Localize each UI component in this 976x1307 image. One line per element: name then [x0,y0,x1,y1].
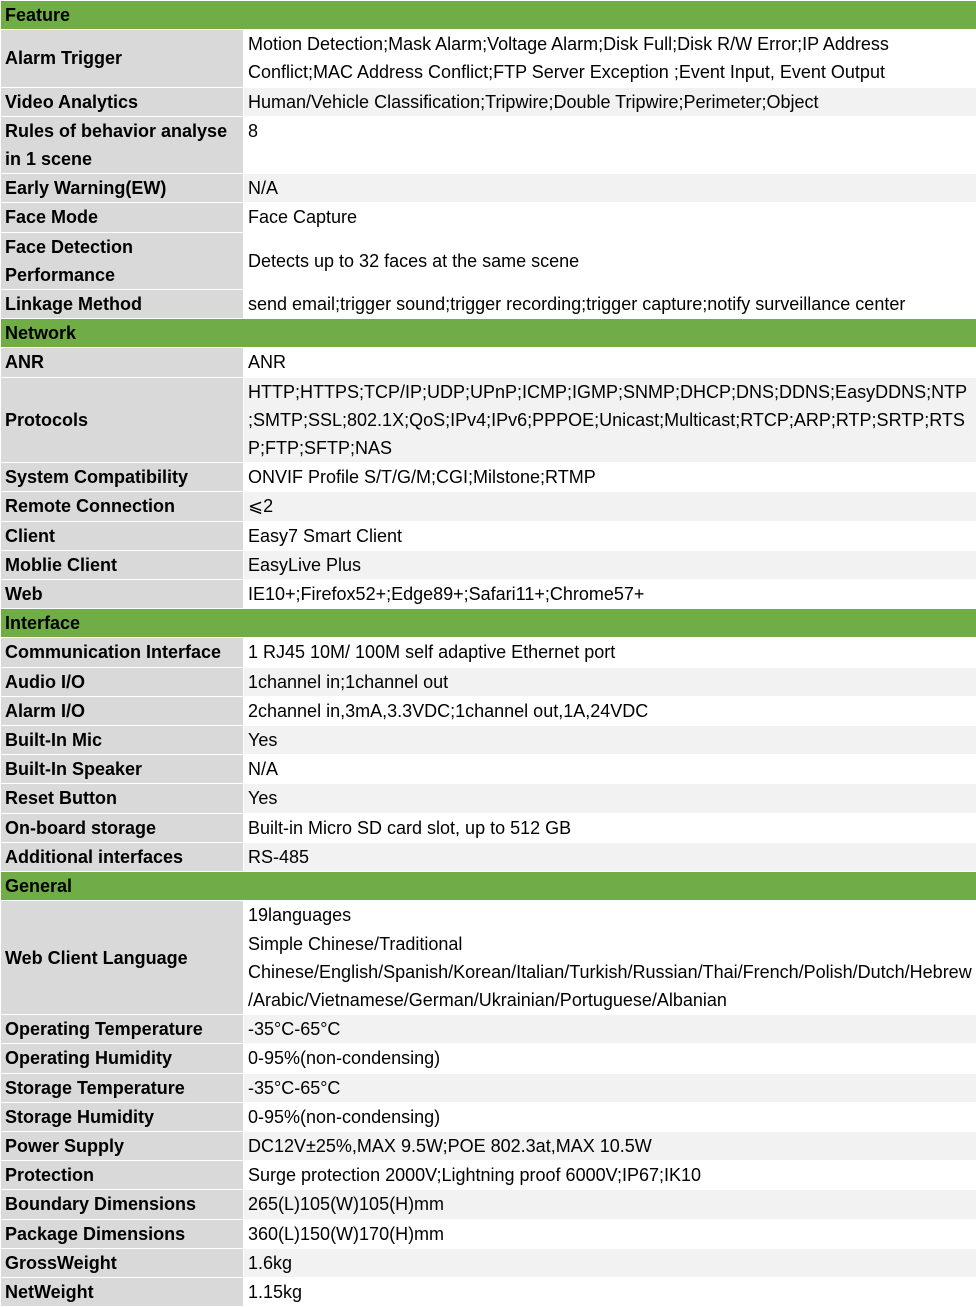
section-title: General [1,872,976,901]
spec-value: Built-in Micro SD card slot, up to 512 GB [244,813,976,842]
spec-row [1,232,976,289]
spec-row [1,1044,976,1073]
spec-row [1,901,976,1015]
spec-key: Communication Interface [1,638,244,667]
spec-key: GrossWeight [1,1248,244,1277]
spec-row [1,667,976,696]
spec-key: Audio I/O [1,667,244,696]
language-list: Simple Chinese/Traditional Chinese/English/Spanish/Korean/Italian/Turkish/Russian/Thai/French/Polish/Dutch/Hebrew/Arabic/Vietnamese/German/Ukrainian/Portuguese/Albanian [248,930,972,1015]
spec-value: -35°C-65°C [244,1073,976,1102]
spec-value: IE10+;Firefox52+;Edge89+;Safari11+;Chrome57+ [244,580,976,609]
section-header-general [1,872,976,901]
spec-value: EasyLive Plus [244,550,976,579]
spec-row [1,521,976,550]
spec-row [1,726,976,755]
spec-row [1,1131,976,1160]
spec-value: 2channel in,3mA,3.3VDC;1channel out,1A,24VDC [244,696,976,725]
spec-key: Built-In Mic [1,726,244,755]
spec-key: Alarm I/O [1,696,244,725]
spec-key: Additional interfaces [1,842,244,871]
spec-row [1,842,976,871]
spec-key: NetWeight [1,1277,244,1306]
section-header-network [1,319,976,348]
spec-row [1,1073,976,1102]
spec-value: send email;trigger sound;trigger recording;trigger capture;notify surveillance center [244,290,976,319]
spec-value: 0-95%(non-condensing) [244,1102,976,1131]
section-header-feature [1,1,976,30]
spec-key: Protection [1,1161,244,1190]
spec-key: System Compatibility [1,463,244,492]
spec-key: Power Supply [1,1131,244,1160]
spec-row [1,30,976,87]
spec-value: ANR [244,348,976,377]
spec-key: Storage Humidity [1,1102,244,1131]
spec-key: Protocols [1,377,244,463]
spec-value: Face Capture [244,203,976,232]
spec-key: Web [1,580,244,609]
spec-value [244,901,976,1015]
spec-value: ONVIF Profile S/T/G/M;CGI;Milstone;RTMP [244,463,976,492]
spec-row [1,638,976,667]
spec-row [1,290,976,319]
spec-key: Package Dimensions [1,1219,244,1248]
spec-key: Reset Button [1,784,244,813]
spec-value: 1 RJ45 10M/ 100M self adaptive Ethernet port [244,638,976,667]
spec-value: -35°C-65°C [244,1015,976,1044]
spec-key: Face Detection Performance [1,232,244,289]
spec-row [1,755,976,784]
spec-value: Detects up to 32 faces at the same scene [244,232,976,289]
spec-value: Easy7 Smart Client [244,521,976,550]
spec-row [1,1248,976,1277]
spec-row [1,492,976,521]
spec-value: Motion Detection;Mask Alarm;Voltage Alarm;Disk Full;Disk R/W Error;IP Address Conflict;MAC Address Conflict;FTP Server Exception ;Event Input, Event Output [244,30,976,87]
spec-value: 360(L)150(W)170(H)mm [244,1219,976,1248]
spec-row [1,463,976,492]
spec-key: Rules of behavior analyse in 1 scene [1,116,244,173]
spec-value: DC12V±25%,MAX 9.5W;POE 802.3at,MAX 10.5W [244,1131,976,1160]
spec-row [1,1161,976,1190]
language-count: 19languages [248,901,972,929]
spec-value: 8 [244,116,976,173]
spec-key: Boundary Dimensions [1,1190,244,1219]
spec-row [1,174,976,203]
spec-row [1,116,976,173]
spec-key: Alarm Trigger [1,30,244,87]
spec-value: Yes [244,784,976,813]
spec-key: Linkage Method [1,290,244,319]
spec-value: 1channel in;1channel out [244,667,976,696]
spec-row [1,696,976,725]
spec-row [1,348,976,377]
spec-key: Video Analytics [1,87,244,116]
spec-key: Remote Connection [1,492,244,521]
spec-key: Storage Temperature [1,1073,244,1102]
spec-row [1,580,976,609]
spec-value: ⩽2 [244,492,976,521]
spec-value: Yes [244,726,976,755]
spec-value: 265(L)105(W)105(H)mm [244,1190,976,1219]
spec-row [1,1277,976,1306]
spec-key: Operating Temperature [1,1015,244,1044]
spec-row [1,1102,976,1131]
spec-row [1,87,976,116]
spec-key: On-board storage [1,813,244,842]
section-title: Interface [1,609,976,638]
spec-key: Web Client Language [1,901,244,1015]
spec-row [1,1190,976,1219]
spec-key: ANR [1,348,244,377]
spec-row [1,377,976,463]
spec-key: Operating Humidity [1,1044,244,1073]
section-title: Network [1,319,976,348]
spec-value: 1.6kg [244,1248,976,1277]
spec-value: Surge protection 2000V;Lightning proof 6000V;IP67;IK10 [244,1161,976,1190]
spec-key: Built-In Speaker [1,755,244,784]
section-header-interface [1,609,976,638]
spec-value: 1.15kg [244,1277,976,1306]
spec-value: Human/Vehicle Classification;Tripwire;Double Tripwire;Perimeter;Object [244,87,976,116]
spec-row [1,813,976,842]
spec-value: 0-95%(non-condensing) [244,1044,976,1073]
spec-value: RS-485 [244,842,976,871]
spec-key: Moblie Client [1,550,244,579]
spec-key: Face Mode [1,203,244,232]
spec-row [1,550,976,579]
spec-value: N/A [244,755,976,784]
spec-key: Client [1,521,244,550]
section-title: Feature [1,1,976,30]
spec-row [1,1015,976,1044]
spec-row [1,203,976,232]
spec-value: HTTP;HTTPS;TCP/IP;UDP;UPnP;ICMP;IGMP;SNMP;DHCP;DNS;DDNS;EasyDDNS;NTP;SMTP;SSL;802.1X;QoS;IPv4;IPv6;PPPOE;Unicast;Multicast;RTCP;ARP;RTP;SRTP;RTSP;FTP;SFTP;NAS [244,377,976,463]
spec-value: N/A [244,174,976,203]
spec-row [1,784,976,813]
spec-row [1,1219,976,1248]
spec-key: Early Warning(EW) [1,174,244,203]
